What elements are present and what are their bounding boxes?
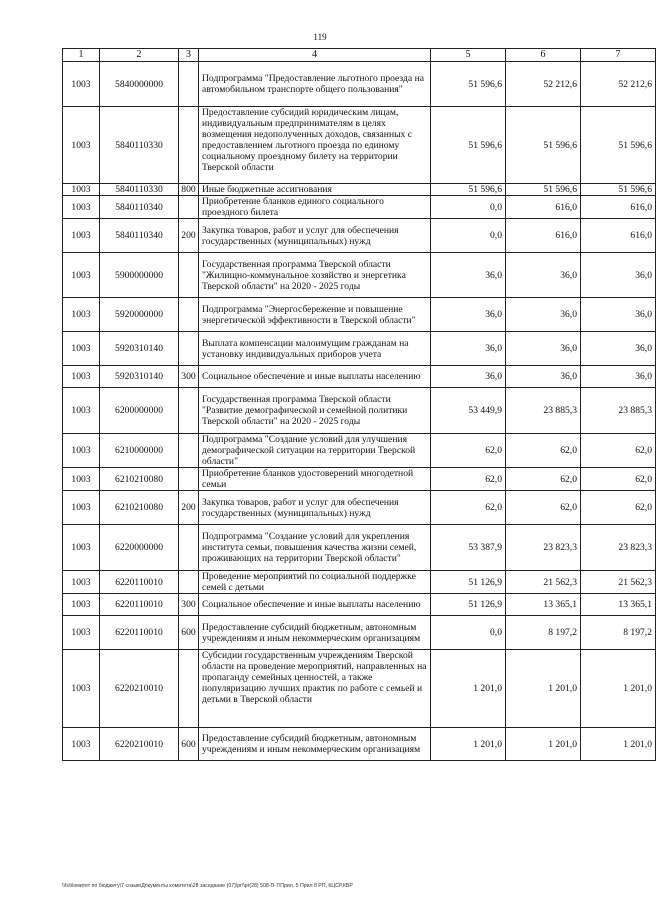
table-row xyxy=(63,298,656,332)
expense-type-cell: 200 xyxy=(179,219,199,253)
amount-col6-cell: 23 823,3 xyxy=(506,525,581,571)
target-article-cell: 5840000000 xyxy=(100,62,179,107)
target-article-cell: 5840110330 xyxy=(100,184,179,196)
table-row xyxy=(63,571,656,594)
amount-col7-cell: 36,0 xyxy=(581,332,656,366)
table-row xyxy=(63,650,656,728)
expense-type-cell xyxy=(179,434,199,468)
amount-col6-cell: 23 885,3 xyxy=(506,388,581,434)
table-row xyxy=(63,62,656,107)
amount-col6-cell: 616,0 xyxy=(506,219,581,253)
amount-col7-cell: 1 201,0 xyxy=(581,728,656,761)
footer-file-path: \\fs\Комитет по бюджету\7 созыв\Документы комитета\28 заседание (07)\pr\\pr(28) 508-П-7\Прил. 5 Прил 8 РП, КЦСР,КВР xyxy=(62,883,353,889)
item-name-cell: Подпрограмма "Предоставление льготного проезда на автомобильном транспорте общего пользования" xyxy=(199,62,431,107)
expense-type-cell: 300 xyxy=(179,366,199,388)
header-cell: 7 xyxy=(581,49,656,62)
amount-col7-cell: 1 201,0 xyxy=(581,650,656,728)
header-cell: 6 xyxy=(506,49,581,62)
amount-col6-cell: 36,0 xyxy=(506,298,581,332)
amount-col7-cell: 23 823,3 xyxy=(581,525,656,571)
item-name-cell: Социальное обеспечение и иные выплаты населению xyxy=(199,594,431,616)
item-name-cell: Подпрограмма "Энергосбережение и повышение энергетической эффективности в Тверской области" xyxy=(199,298,431,332)
expense-type-cell: 300 xyxy=(179,594,199,616)
amount-col7-cell: 36,0 xyxy=(581,298,656,332)
target-article-cell: 5840110340 xyxy=(100,196,179,219)
table-row xyxy=(63,219,656,253)
target-article-cell: 5920000000 xyxy=(100,298,179,332)
amount-col6-cell: 21 562,3 xyxy=(506,571,581,594)
section-code-cell: 1003 xyxy=(63,184,100,196)
target-article-cell: 5840110330 xyxy=(100,107,179,184)
amount-col5-cell: 62,0 xyxy=(431,491,506,525)
amount-col5-cell: 51 596,6 xyxy=(431,107,506,184)
budget-table xyxy=(62,48,656,761)
expense-type-cell xyxy=(179,298,199,332)
expense-type-cell xyxy=(179,253,199,298)
header-cell: 3 xyxy=(179,49,199,62)
table-row xyxy=(63,196,656,219)
expense-type-cell xyxy=(179,62,199,107)
target-article-cell: 6220110010 xyxy=(100,594,179,616)
amount-col5-cell: 1 201,0 xyxy=(431,650,506,728)
header-cell: 1 xyxy=(63,49,100,62)
target-article-cell: 6210210080 xyxy=(100,468,179,491)
section-code-cell: 1003 xyxy=(63,468,100,491)
item-name-cell: Социальное обеспечение и иные выплаты населению xyxy=(199,366,431,388)
target-article-cell: 6220000000 xyxy=(100,525,179,571)
target-article-cell: 6200000000 xyxy=(100,388,179,434)
expense-type-cell xyxy=(179,525,199,571)
item-name-cell: Приобретение бланков единого социального проездного билета xyxy=(199,196,431,219)
item-name-cell: Государственная программа Тверской области "Жилищно-коммунальное хозяйство и энергетика Тверской области" на 2020 - 2025 годы xyxy=(199,253,431,298)
item-name-cell: Предоставление субсидий бюджетным, автономным учреждениям и иным некоммерческим организациям xyxy=(199,728,431,761)
table-row xyxy=(63,728,656,761)
expense-type-cell: 800 xyxy=(179,184,199,196)
amount-col5-cell: 62,0 xyxy=(431,468,506,491)
amount-col6-cell: 1 201,0 xyxy=(506,650,581,728)
item-name-cell: Субсидии государственным учреждениям Тверской области на проведение мероприятий, направленных на пропаганду семейных ценностей, а также популяризацию лучших практик по работе с семьей и детьми в Тверской области xyxy=(199,650,431,728)
section-code-cell: 1003 xyxy=(63,196,100,219)
table-row xyxy=(63,525,656,571)
table-row xyxy=(63,434,656,468)
table-row xyxy=(63,253,656,298)
expense-type-cell xyxy=(179,571,199,594)
target-article-cell: 6210210080 xyxy=(100,491,179,525)
amount-col5-cell: 36,0 xyxy=(431,298,506,332)
amount-col6-cell: 1 201,0 xyxy=(506,728,581,761)
amount-col7-cell: 21 562,3 xyxy=(581,571,656,594)
table-row xyxy=(63,616,656,650)
amount-col7-cell: 51 596,6 xyxy=(581,184,656,196)
amount-col5-cell: 0,0 xyxy=(431,196,506,219)
amount-col6-cell: 62,0 xyxy=(506,491,581,525)
table-row xyxy=(63,107,656,184)
target-article-cell: 6210000000 xyxy=(100,434,179,468)
item-name-cell: Выплата компенсации малоимущим гражданам на установку индивидуальных приборов учета xyxy=(199,332,431,366)
amount-col5-cell: 53 449,9 xyxy=(431,388,506,434)
section-code-cell: 1003 xyxy=(63,253,100,298)
amount-col7-cell: 62,0 xyxy=(581,468,656,491)
header-cell: 5 xyxy=(431,49,506,62)
item-name-cell: Проведение мероприятий по социальной поддержке семей с детьми xyxy=(199,571,431,594)
section-code-cell: 1003 xyxy=(63,728,100,761)
amount-col5-cell: 62,0 xyxy=(431,434,506,468)
section-code-cell: 1003 xyxy=(63,571,100,594)
expense-type-cell xyxy=(179,388,199,434)
amount-col5-cell: 53 387,9 xyxy=(431,525,506,571)
item-name-cell: Подпрограмма "Создание условий для укрепления института семьи, повышения качества жизни семей, проживающих на территории Тверской области" xyxy=(199,525,431,571)
amount-col5-cell: 0,0 xyxy=(431,616,506,650)
header-cell: 2 xyxy=(100,49,179,62)
amount-col6-cell: 36,0 xyxy=(506,253,581,298)
amount-col7-cell: 51 596,6 xyxy=(581,107,656,184)
section-code-cell: 1003 xyxy=(63,594,100,616)
amount-col5-cell: 36,0 xyxy=(431,366,506,388)
target-article-cell: 6220210010 xyxy=(100,728,179,761)
amount-col5-cell: 1 201,0 xyxy=(431,728,506,761)
amount-col6-cell: 51 596,6 xyxy=(506,184,581,196)
amount-col7-cell: 23 885,3 xyxy=(581,388,656,434)
section-code-cell: 1003 xyxy=(63,616,100,650)
amount-col7-cell: 36,0 xyxy=(581,253,656,298)
amount-col6-cell: 62,0 xyxy=(506,468,581,491)
expense-type-cell xyxy=(179,332,199,366)
section-code-cell: 1003 xyxy=(63,388,100,434)
amount-col7-cell: 13 365,1 xyxy=(581,594,656,616)
section-code-cell: 1003 xyxy=(63,650,100,728)
item-name-cell: Закупка товаров, работ и услуг для обеспечения государственных (муниципальных) нужд xyxy=(199,219,431,253)
amount-col5-cell: 51 596,6 xyxy=(431,62,506,107)
amount-col7-cell: 8 197,2 xyxy=(581,616,656,650)
amount-col7-cell: 616,0 xyxy=(581,196,656,219)
expense-type-cell: 600 xyxy=(179,728,199,761)
target-article-cell: 5920310140 xyxy=(100,366,179,388)
table-row xyxy=(63,594,656,616)
expense-type-cell xyxy=(179,107,199,184)
amount-col6-cell: 616,0 xyxy=(506,196,581,219)
table-row xyxy=(63,491,656,525)
amount-col6-cell: 13 365,1 xyxy=(506,594,581,616)
amount-col6-cell: 62,0 xyxy=(506,434,581,468)
table-row xyxy=(63,184,656,196)
page-number: 119 xyxy=(313,32,327,42)
section-code-cell: 1003 xyxy=(63,491,100,525)
table-row xyxy=(63,388,656,434)
target-article-cell: 5920310140 xyxy=(100,332,179,366)
section-code-cell: 1003 xyxy=(63,434,100,468)
target-article-cell: 6220110010 xyxy=(100,571,179,594)
table-row xyxy=(63,366,656,388)
expense-type-cell xyxy=(179,468,199,491)
section-code-cell: 1003 xyxy=(63,62,100,107)
section-code-cell: 1003 xyxy=(63,366,100,388)
amount-col7-cell: 62,0 xyxy=(581,491,656,525)
amount-col7-cell: 36,0 xyxy=(581,366,656,388)
table-row xyxy=(63,468,656,491)
amount-col5-cell: 36,0 xyxy=(431,332,506,366)
item-name-cell: Подпрограмма "Создание условий для улучшения демографической ситуации на территории Тверской области" xyxy=(199,434,431,468)
header-cell: 4 xyxy=(199,49,431,62)
target-article-cell: 5900000000 xyxy=(100,253,179,298)
amount-col5-cell: 51 596,6 xyxy=(431,184,506,196)
expense-type-cell: 200 xyxy=(179,491,199,525)
section-code-cell: 1003 xyxy=(63,525,100,571)
section-code-cell: 1003 xyxy=(63,107,100,184)
expense-type-cell xyxy=(179,650,199,728)
amount-col6-cell: 36,0 xyxy=(506,332,581,366)
item-name-cell: Иные бюджетные ассигнования xyxy=(199,184,431,196)
section-code-cell: 1003 xyxy=(63,219,100,253)
target-article-cell: 6220110010 xyxy=(100,616,179,650)
amount-col5-cell: 36,0 xyxy=(431,253,506,298)
expense-type-cell: 600 xyxy=(179,616,199,650)
item-name-cell: Предоставление субсидий бюджетным, автономным учреждениям и иным некоммерческим организациям xyxy=(199,616,431,650)
section-code-cell: 1003 xyxy=(63,298,100,332)
amount-col6-cell: 52 212,6 xyxy=(506,62,581,107)
item-name-cell: Государственная программа Тверской области "Развитие демографической и семейной политики Тверской области" на 2020 - 2025 годы xyxy=(199,388,431,434)
amount-col5-cell: 51 126,9 xyxy=(431,594,506,616)
amount-col7-cell: 62,0 xyxy=(581,434,656,468)
table-header-row xyxy=(63,49,656,62)
amount-col6-cell: 51 596,6 xyxy=(506,107,581,184)
target-article-cell: 6220210010 xyxy=(100,650,179,728)
item-name-cell: Предоставление субсидий юридическим лицам, индивидуальным предпринимателям в целях возмещения недополученных доходов, связанных с предоставлением льготного проезда по единому социальному проездному билету на территории Тверской области xyxy=(199,107,431,184)
amount-col7-cell: 616,0 xyxy=(581,219,656,253)
amount-col7-cell: 52 212,6 xyxy=(581,62,656,107)
amount-col6-cell: 36,0 xyxy=(506,366,581,388)
item-name-cell: Закупка товаров, работ и услуг для обеспечения государственных (муниципальных) нужд xyxy=(199,491,431,525)
section-code-cell: 1003 xyxy=(63,332,100,366)
expense-type-cell xyxy=(179,196,199,219)
amount-col6-cell: 8 197,2 xyxy=(506,616,581,650)
table-row xyxy=(63,332,656,366)
amount-col5-cell: 51 126,9 xyxy=(431,571,506,594)
item-name-cell: Приобретение бланков удостоверений многодетной семьи xyxy=(199,468,431,491)
amount-col5-cell: 0,0 xyxy=(431,219,506,253)
target-article-cell: 5840110340 xyxy=(100,219,179,253)
